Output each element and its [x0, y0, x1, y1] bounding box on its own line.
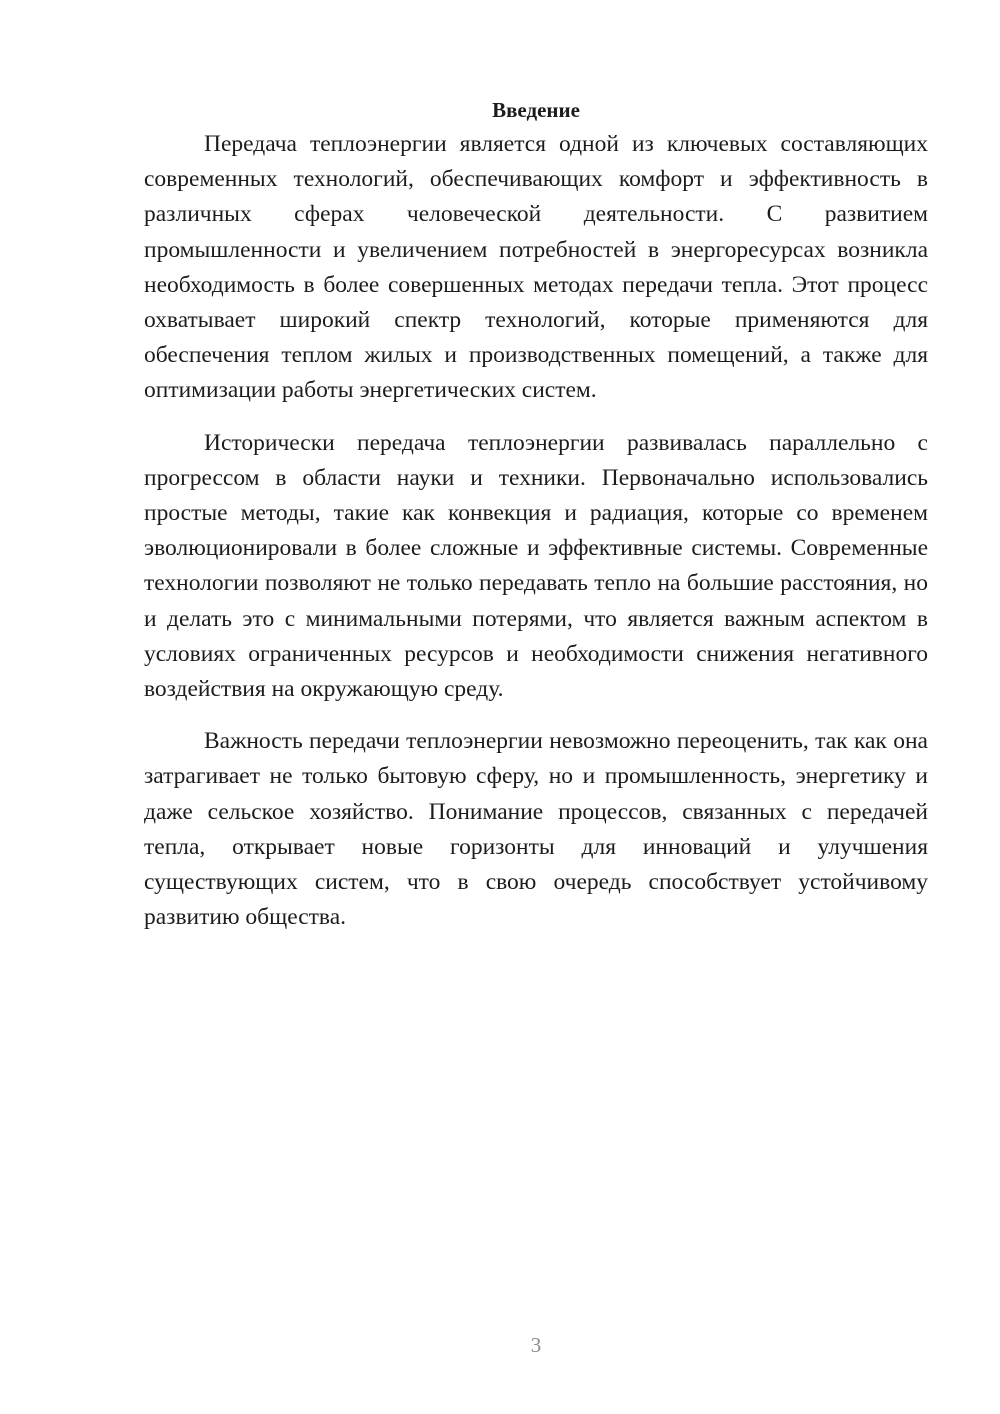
paragraph-3: Важность передачи теплоэнергии невозможно переоценить, так как она затрагивает не только бытовую сферу, но и промышленность, энергетику и даже сельское хозяйство. Понимание процессов, связанных с передачей тепла, открывает новые горизонты для инноваций и улучшения существующих систем, что в свою очередь способствует устойчивому развитию общества.	[144, 728, 928, 931]
page-number: 3	[530, 1333, 542, 1357]
section-heading: Введение	[492, 98, 580, 122]
page-content	[144, 94, 928, 935]
paragraph-1: Передача теплоэнергии является одной из ключевых составляющих современных технологий, обеспечивающих комфорт и эффективность в различных сферах человеческой деятельности. С развитием промышленности и увеличением потребностей в энергоресурсах возникла необходимость в более совершенных методах передачи тепла. Этот процесс охватывает широкий спектр технологий, которые применяются для обеспечения теплом жилых и производственных помещений, а также для оптимизации работы энергетических систем.	[144, 131, 928, 404]
paragraph-2: Исторически передача теплоэнергии развивалась параллельно с прогрессом в области науки и техники. Первоначально использовались простые методы, такие как конвекция и радиация, которые со временем эволюционировали в более сложные и эффективные системы. Современные технологии позволяют не только передавать тепло на большие расстояния, но и делать это с минимальными потерями, что является важным аспектом в условиях ограниченных ресурсов и необходимости снижения негативного воздействия на окружающую среду.	[144, 429, 928, 703]
